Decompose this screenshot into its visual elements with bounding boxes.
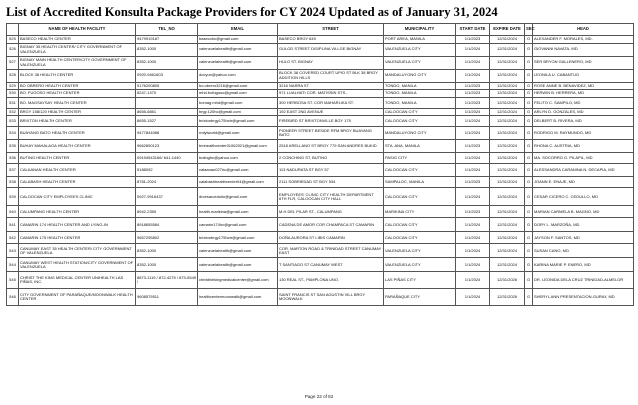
cell-start-date: 1/1/2024	[456, 289, 490, 306]
cell-index: 544	[7, 258, 19, 272]
cell-head: SUSAN CANO, MD	[533, 244, 634, 258]
cell-municipality: MANDALUYONG CITY	[384, 69, 456, 82]
cell-index: 542	[7, 232, 19, 244]
cell-index: 540	[7, 206, 19, 218]
cell-email: valenzuelahealth@gmail.com	[198, 56, 278, 69]
cell-facility-name: BRIXTON HEALTH CENTER	[19, 116, 136, 127]
cell-facility-name: BLOCK 38 HEALTH CENTER	[19, 69, 136, 82]
cell-municipality: CALOOCAN CITY	[384, 232, 456, 244]
cell-head: ARLYN D. GONZALES, MD	[533, 108, 634, 116]
cell-tel: 8942-2359	[136, 206, 198, 218]
cell-tel: 9608575511	[136, 289, 198, 306]
cell-head: MA. SOCORRO G. PILAPIL, MD	[533, 153, 634, 164]
cell-street: 971 LUALHATI COR. MATISSIN STS.,	[278, 90, 384, 98]
table-row	[7, 218, 634, 232]
cell-expire-date: 12/31/2024	[490, 36, 525, 44]
cell-municipality: CALOOCAN CITY	[384, 164, 456, 177]
cell-head: ALESSANDRA CARANINA N. DECAPIA, MD	[533, 164, 634, 177]
cell-street: CADENA DE AMOR COR CHAMPACA ST CAMARIN	[278, 218, 384, 232]
cell-email: bo.obrero3216@gmail.com	[198, 82, 278, 90]
cell-street: 113 NADURATA ST BGY 57	[278, 164, 384, 177]
cell-start-date: 1/1/2023	[456, 140, 490, 153]
cell-start-date: 1/1/2024	[456, 56, 490, 69]
cell-facility-name: BUAYANG BATO HEALTH CENTER	[19, 127, 136, 140]
table-row	[7, 36, 634, 44]
cell-expire-date: 12/31/2026	[490, 289, 525, 306]
table-row	[7, 289, 634, 306]
cell-index: 535	[7, 140, 19, 153]
cell-sec: G	[525, 232, 533, 244]
cell-street: T SANTIAGO ST CANUMAY WEST	[278, 258, 384, 272]
cell-expire-date: 12/31/2024	[490, 97, 525, 108]
cell-street: PIONEER STREET BESIDE RFM BRGY BUAYANG BATO	[278, 127, 384, 140]
cell-sec: G	[525, 127, 533, 140]
cell-municipality: CALOOCAN CITY	[384, 116, 456, 127]
cell-sec: G	[525, 43, 533, 56]
table-row	[7, 108, 634, 116]
cell-start-date: 1/1/2024	[456, 116, 490, 127]
cell-sec: G	[525, 244, 533, 258]
cell-municipality: VALENZUELA CITY	[384, 43, 456, 56]
cell-facility-name: CHRIST THE KING MEDICAL CENTER UNIHEALTH LAS PIÑAS, INC.	[19, 272, 136, 289]
table-row	[7, 272, 634, 289]
cell-head: SER BRYON GALLENERO, MD	[533, 56, 634, 69]
table-row	[7, 232, 634, 244]
cell-email: brixtonbrgy175hctr@gmail.com	[198, 116, 278, 127]
cell-expire-date: 12/31/2024	[490, 218, 525, 232]
cell-municipality: CALOOCAN CITY	[384, 188, 456, 206]
cell-head: JAYSON F. SANTOS, MD	[533, 232, 634, 244]
table-row	[7, 56, 634, 69]
cell-tel: 8918655584	[136, 218, 198, 232]
cell-municipality: CALOOCAN CITY	[384, 108, 456, 116]
cell-tel: 8781-2024	[136, 177, 198, 188]
cell-municipality: MANDALUYONG CITY	[384, 127, 456, 140]
cell-expire-date: 12/31/2024	[490, 188, 525, 206]
cell-municipality: TONDO, MANILA	[384, 82, 456, 90]
cell-sec: G	[525, 153, 533, 164]
table-row	[7, 82, 634, 90]
table-row	[7, 258, 634, 272]
cell-expire-date: 12/31/2024	[490, 232, 525, 244]
cell-municipality: VALENZUELA CITY	[384, 258, 456, 272]
cell-email: butinghc@yahoo.com	[198, 153, 278, 164]
cell-sec: G	[525, 177, 533, 188]
cell-expire-date: 12/31/2024	[490, 43, 525, 56]
cell-index: 531	[7, 97, 19, 108]
col-header-tel: TEL_NO	[136, 24, 198, 36]
cell-expire-date: 12/31/2024	[490, 153, 525, 164]
cell-sec: G	[525, 97, 533, 108]
cell-start-date: 1/1/2024	[456, 108, 490, 116]
table-row	[7, 90, 634, 98]
cell-sec: G	[525, 258, 533, 272]
cell-index: 546	[7, 289, 19, 306]
table-row	[7, 153, 634, 164]
table-row	[7, 43, 634, 56]
cell-index: 530	[7, 90, 19, 98]
col-header-start-date: START DATE	[456, 24, 490, 36]
cell-expire-date: 12/31/2024	[490, 90, 525, 98]
col-header-sec: SEC	[525, 24, 533, 36]
cell-expire-date: 12/31/2024	[490, 116, 525, 127]
cell-start-date: 1/1/2023	[456, 82, 490, 90]
cell-municipality: PASIG CITY	[384, 153, 456, 164]
cell-email: bmhealthcenter01062021@gmail.com	[198, 140, 278, 153]
cell-tel: 8655-1527	[136, 116, 198, 127]
cell-email: bomag.mhd@gmail.com	[198, 97, 278, 108]
cell-expire-date: 12/31/2024	[490, 177, 525, 188]
cell-street: HULO ST. BIGNAY	[278, 56, 384, 69]
cell-street: DOÑA AURORA ST LIBIS CAMARIN	[278, 232, 384, 244]
cell-municipality: VALENZUELA CITY	[384, 56, 456, 69]
cell-head: SHERYL ANN PRESENTACION-GURAY, MD	[533, 289, 634, 306]
cell-tel: 8352-1000	[136, 43, 198, 56]
cell-email: calaanan027hc@gmail.com	[198, 164, 278, 177]
cell-start-date: 1/1/2023	[456, 97, 490, 108]
cell-start-date: 1/1/2024	[456, 218, 490, 232]
cell-email: valenzuelahealth@gmail.com	[198, 43, 278, 56]
cell-index: 536	[7, 153, 19, 164]
cell-head: ROSE ANNE B. BENAVIDEZ, MD	[533, 82, 634, 90]
cell-sec: G	[525, 218, 533, 232]
cell-index: 525	[7, 36, 19, 44]
cell-facility-name: CANUMAY EAST 35 HEALTH CENTER/ CITY GOVERNMENT OF VALENZUELA	[19, 244, 136, 258]
col-header-municipality: MUNICIPALITY	[384, 24, 456, 36]
cell-index: 528	[7, 69, 19, 82]
cell-facility-name: BO. FUGOSO HEALTH CENTER	[19, 90, 136, 98]
cell-municipality: TONDO, MANILA	[384, 90, 456, 98]
providers-table	[6, 23, 634, 306]
cell-tel: 9477844088	[136, 127, 198, 140]
cell-index: 532	[7, 108, 19, 116]
cell-facility-name: CAMARIN 174 HEALTH CENTER AND LYING-IN	[19, 218, 136, 232]
cell-head: DR. LEONIDA DELA CRUZ TRINIDAD-ALMELOR	[533, 272, 634, 289]
cell-sec: G	[525, 289, 533, 306]
cell-head: DORY L. MARZOÑA, MD	[533, 218, 634, 232]
cell-head: ALEXANDER F. MORALES, MD.	[533, 36, 634, 44]
cell-tel: 8352-1000	[136, 258, 198, 272]
col-header-expire-date: EXPIRE DATE	[490, 24, 525, 36]
table-row	[7, 206, 634, 218]
cell-facility-name: BO OBRERO HEALTH CENTER	[19, 82, 136, 90]
cell-tel: 9662890123	[136, 140, 198, 153]
cell-index: 529	[7, 82, 19, 90]
cell-index: 527	[7, 56, 19, 69]
cell-head: RODRIGO M. RAYMUNDO, MD	[533, 127, 634, 140]
cell-email: health.marikina@gmail.com	[198, 206, 278, 218]
cell-facility-name: CALABASH HEALTH CENTER	[19, 177, 136, 188]
cell-expire-date: 12/31/2024	[490, 69, 525, 82]
table-row	[7, 116, 634, 127]
cell-head: KARINA MARIE P. ENERO, MD	[533, 258, 634, 272]
cell-email: christthekingmedicalcenter@gmail.com	[198, 272, 278, 289]
cell-municipality: MARIKINA CITY	[384, 206, 456, 218]
table-row	[7, 97, 634, 108]
cell-email: mhd.bofugoso@gmail.com	[198, 90, 278, 98]
cell-street: BASECO BRGY 649	[278, 36, 384, 44]
cell-index: 537	[7, 164, 19, 177]
table-row	[7, 127, 634, 140]
col-header-street: STREET	[278, 24, 384, 36]
cell-start-date: 1/1/2024	[456, 232, 490, 244]
cell-email: valenzuelahealth@gmail.com	[198, 258, 278, 272]
table-header-row	[7, 24, 634, 36]
cell-email: valenzuelahealth@gmail.com	[198, 244, 278, 258]
cell-municipality: STA. ANA, MANILA	[384, 140, 456, 153]
cell-expire-date: 12/31/2026	[490, 272, 525, 289]
col-header-email: EMAIL	[198, 24, 278, 36]
cell-start-date: 1/1/2024	[456, 153, 490, 164]
cell-municipality: TONDO, MANILA	[384, 97, 456, 108]
cell-index: 526	[7, 43, 19, 56]
cell-municipality: CALOOCAN CITY	[384, 218, 456, 232]
cell-facility-name: CALOOCAN CITY EMPLOYEES CLINIC	[19, 188, 136, 206]
cell-street: 2111 SOBRIEDAD ST BGY 534	[278, 177, 384, 188]
cell-street: BLOCK 38 COVERED COURT UPIO ST BLK 38 BRGY ADDITION HILLS	[278, 69, 384, 82]
cell-email: calabashhealthcenter04@gmail.com	[198, 177, 278, 188]
cell-sec: G	[525, 56, 533, 69]
cell-expire-date: 12/31/2024	[490, 164, 525, 177]
cell-facility-name: BRGY 158/120 HEALTH CENTER	[19, 108, 136, 116]
cell-facility-name: BIGNAY 35 HEALTH CENTER/ CITY GOVERNMENT OF VALENZUELA	[19, 43, 136, 56]
cell-expire-date: 12/31/2024	[490, 127, 525, 140]
cell-head: JOANN E. ENAJE, MD	[533, 177, 634, 188]
cell-municipality: LAS PIÑAS CITY	[384, 272, 456, 289]
cell-facility-name: CITY GOVERNMENT OF PARAÑAQUE/MOONWALK HEALTH CENTER	[19, 289, 136, 306]
cell-index: 533	[7, 116, 19, 127]
cell-facility-name: BUHAY MAHALAGA HEALTH CENTER	[19, 140, 136, 153]
cell-tel: 8655-6851	[136, 108, 198, 116]
cell-tel: 0920-9461603	[136, 69, 198, 82]
cell-facility-name: CAMARIN 175 HEALTH CENTER	[19, 232, 136, 244]
table-row	[7, 164, 634, 177]
cell-street: 130 REAL ST., PAMPLONA UNO,	[278, 272, 384, 289]
cell-tel: 8352-1000	[136, 244, 198, 258]
cell-start-date: 1/1/2024	[456, 258, 490, 272]
cell-tel: 0927-9916437	[136, 188, 198, 206]
cell-municipality: VALENZUELA CITY	[384, 244, 456, 258]
cell-sec: G	[525, 140, 533, 153]
page-title: List of Accredited Konsulta Package Providers for CY 2024 Updated as of January 31, 2024	[6, 5, 498, 19]
table-body	[7, 36, 634, 306]
cell-index: 541	[7, 218, 19, 232]
cell-head: MARIAN CARMELA B. MAGNO, MD	[533, 206, 634, 218]
cell-head: LEONILA U. CABANTUG	[533, 69, 634, 82]
cell-head: HERWIN B. HERRERA, MD	[533, 90, 634, 98]
cell-sec: G	[525, 188, 533, 206]
cell-sec: G	[525, 108, 533, 116]
cell-start-date: 1/1/2024	[456, 164, 490, 177]
cell-email: drcesarcedullo@gmail.com	[198, 188, 278, 206]
cell-street: EMPLOYEES' CLINIC CITY HEALTH DEPARTMENT 6TH FLR, CALOOCAN CITY HALL	[278, 188, 384, 206]
cell-index: 538	[7, 177, 19, 188]
cell-municipality: PARAÑAQUE CITY	[384, 289, 456, 306]
cell-expire-date: 12/31/2024	[490, 82, 525, 90]
page-footer: Page 22 of 82	[304, 394, 334, 399]
cell-expire-date: 12/31/2024	[490, 108, 525, 116]
cell-tel: 8352-1000	[136, 56, 198, 69]
cell-sec: G	[525, 206, 533, 218]
cell-sec: G	[525, 90, 533, 98]
cell-email: rmlytworld@gmail.com	[198, 127, 278, 140]
cell-street: 3216 NARRA ST	[278, 82, 384, 90]
cell-start-date: 1/1/2024	[456, 244, 490, 258]
cell-facility-name: BUTING HEALTH CENTER	[19, 153, 136, 164]
cell-street: GULOD STREET DISIPLINA VILLGE BIGNAY	[278, 43, 384, 56]
cell-tel: 9176200805	[136, 82, 198, 90]
cell-municipality: SAMPALOC, MANILA	[384, 177, 456, 188]
cell-street: COR. MARTON ROAD & TRINIDAD STREET CANUMAY EAST	[278, 244, 384, 258]
cell-tel: 9479919187	[136, 36, 198, 44]
cell-facility-name: CALUMPANG HEALTH CENTER	[19, 206, 136, 218]
cell-head: FELITO C. SAMPILO, MD	[533, 97, 634, 108]
cell-expire-date: 12/31/2024	[490, 140, 525, 153]
cell-start-date: 1/1/2023	[456, 90, 490, 98]
cell-email: camarin174hc@gmail.com	[198, 218, 278, 232]
cell-head: CESAR CICERO C. CEDULLO, MD	[533, 188, 634, 206]
table-row	[7, 140, 634, 153]
col-header-head: HEAD	[533, 24, 634, 36]
cell-start-date: 1/1/2024	[456, 69, 490, 82]
cell-street: SAINT FRANCIS ST SAN AGUSTIN VILL BRGY MOONWALK	[278, 289, 384, 306]
cell-index: 545	[7, 272, 19, 289]
cell-start-date: 1/1/2024	[456, 272, 490, 289]
cell-start-date: 1/1/2023	[456, 206, 490, 218]
col-header-index	[7, 24, 19, 36]
cell-tel	[136, 97, 198, 108]
cell-head: DELBERT B. RIVERA, MD	[533, 116, 634, 127]
cell-expire-date: 12/31/2024	[490, 244, 525, 258]
cell-expire-date: 12/31/2024	[490, 206, 525, 218]
cell-start-date: 1/1/2023	[456, 177, 490, 188]
cell-street: 192 EAST 2ND AVENUE	[278, 108, 384, 116]
cell-street: FIREBIRD ST BRIXTONVILLE BGY 175	[278, 116, 384, 127]
cell-expire-date: 12/31/2024	[490, 56, 525, 69]
cell-sec: G	[525, 69, 533, 82]
cell-facility-name: BASECO HEALTH CENTER	[19, 36, 136, 44]
cell-street: 2 CONCHING ST, BUTING	[278, 153, 384, 164]
cell-start-date: 1/1/2024	[456, 188, 490, 206]
cell-street: M.H DEL PILAR ST., CALUMPANG	[278, 206, 384, 218]
table-row	[7, 69, 634, 82]
table-row	[7, 188, 634, 206]
cell-street: 300 HERBOSA ST. COR MAHARLIKA ST.	[278, 97, 384, 108]
cell-sec: G	[525, 36, 533, 44]
cell-sec: G	[525, 272, 533, 289]
cell-email: healthcentermoonwalk@gmail.com	[198, 289, 278, 306]
cell-facility-name: CALAANAN HEALTH CENTER	[19, 164, 136, 177]
cell-facility-name: BIGNAY MAIN HEALTH CENTER/CITY GOVERNMENT OF VALENZUELA	[19, 56, 136, 69]
table-row	[7, 244, 634, 258]
cell-tel: 9657295802	[136, 232, 198, 244]
col-header-name: NAME OF HEALTH FACILITY	[19, 24, 136, 36]
cell-index: 534	[7, 127, 19, 140]
cell-email: basecohc@gmail.com	[198, 36, 278, 44]
cell-email: docyun@yahoo.com	[198, 69, 278, 82]
cell-start-date: 1/1/2024	[456, 43, 490, 56]
cell-facility-name: BO. MAGSAYSAY HEALTH CENTER	[19, 97, 136, 108]
cell-sec: G	[525, 82, 533, 90]
cell-email: brixtonbrgy175hctr@gmail.com	[198, 232, 278, 244]
cell-tel: 8873-1119 / 872-4279 / 873-5549 /	[136, 272, 198, 289]
cell-email: brgy.120hc@gmail.com	[198, 108, 278, 116]
cell-sec: G	[525, 164, 533, 177]
cell-tel: 8247-1470	[136, 90, 198, 98]
cell-street: 2518 ARELLANO ST BRGY 779 SAN ANDRES BUKID	[278, 140, 384, 153]
cell-head: RHONA C. AUSTRIA, MD	[533, 140, 634, 153]
table-row	[7, 177, 634, 188]
cell-sec: G	[525, 116, 533, 127]
cell-index: 539	[7, 188, 19, 206]
cell-municipality: PORT AREA, MANILA	[384, 36, 456, 44]
cell-expire-date: 12/31/2024	[490, 258, 525, 272]
cell-start-date: 1/1/2023	[456, 36, 490, 44]
cell-index: 543	[7, 244, 19, 258]
cell-tel: 09194543166/ 641-1440	[136, 153, 198, 164]
cell-facility-name: CANUMAY WEST HEALTH STATION/CITY GOVERNMENT OF VALENZUELA	[19, 258, 136, 272]
cell-tel: 5188092	[136, 164, 198, 177]
cell-head: GIOVANNI NAVATA, MD	[533, 43, 634, 56]
cell-start-date: 1/1/2024	[456, 127, 490, 140]
